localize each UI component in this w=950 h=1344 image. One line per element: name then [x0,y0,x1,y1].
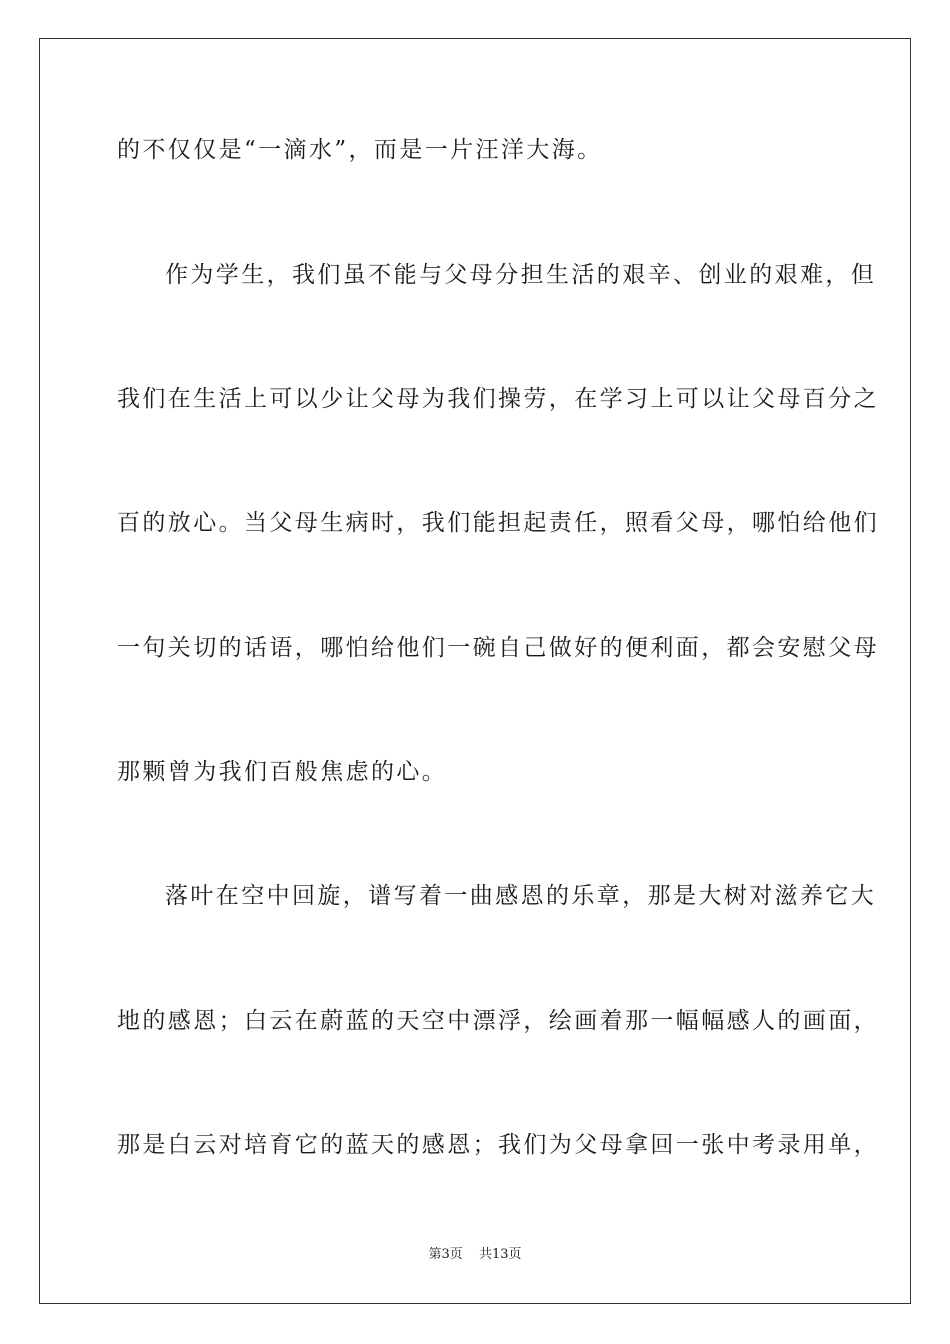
page-border [39,38,911,1304]
text-line-1: 的不仅仅是“一滴水”，而是一片汪洋大海。 [117,137,603,163]
text-line-9: 那是白云对培育它的蓝天的感恩；我们为父母拿回一张中考录用单， [117,1132,879,1158]
text-line-3: 我们在生活上可以少让父母为我们操劳，在学习上可以让父母百分之 [117,386,879,412]
text-line-6: 那颗曾为我们百般焦虑的心。 [117,759,448,785]
text-line-4: 百的放心。当父母生病时，我们能担起责任，照看父母，哪怕给他们 [117,510,879,536]
text-line-5: 一句关切的话语，哪怕给他们一碗自己做好的便利面，都会安慰父母 [117,635,879,661]
text-line-7: 落叶在空中回旋，谱写着一曲感恩的乐章，那是大树对滋养它大 [165,883,877,909]
total-pages: 共13页 [478,1247,522,1262]
text-line-2: 作为学生，我们虽不能与父母分担生活的艰辛、创业的艰难，但 [165,262,877,288]
text-line-8: 地的感恩；白云在蔚蓝的天空中漂浮，绘画着那一幅幅感人的画面， [117,1008,879,1034]
page-footer [0,1246,950,1264]
page-number: 第3页 [428,1247,463,1262]
